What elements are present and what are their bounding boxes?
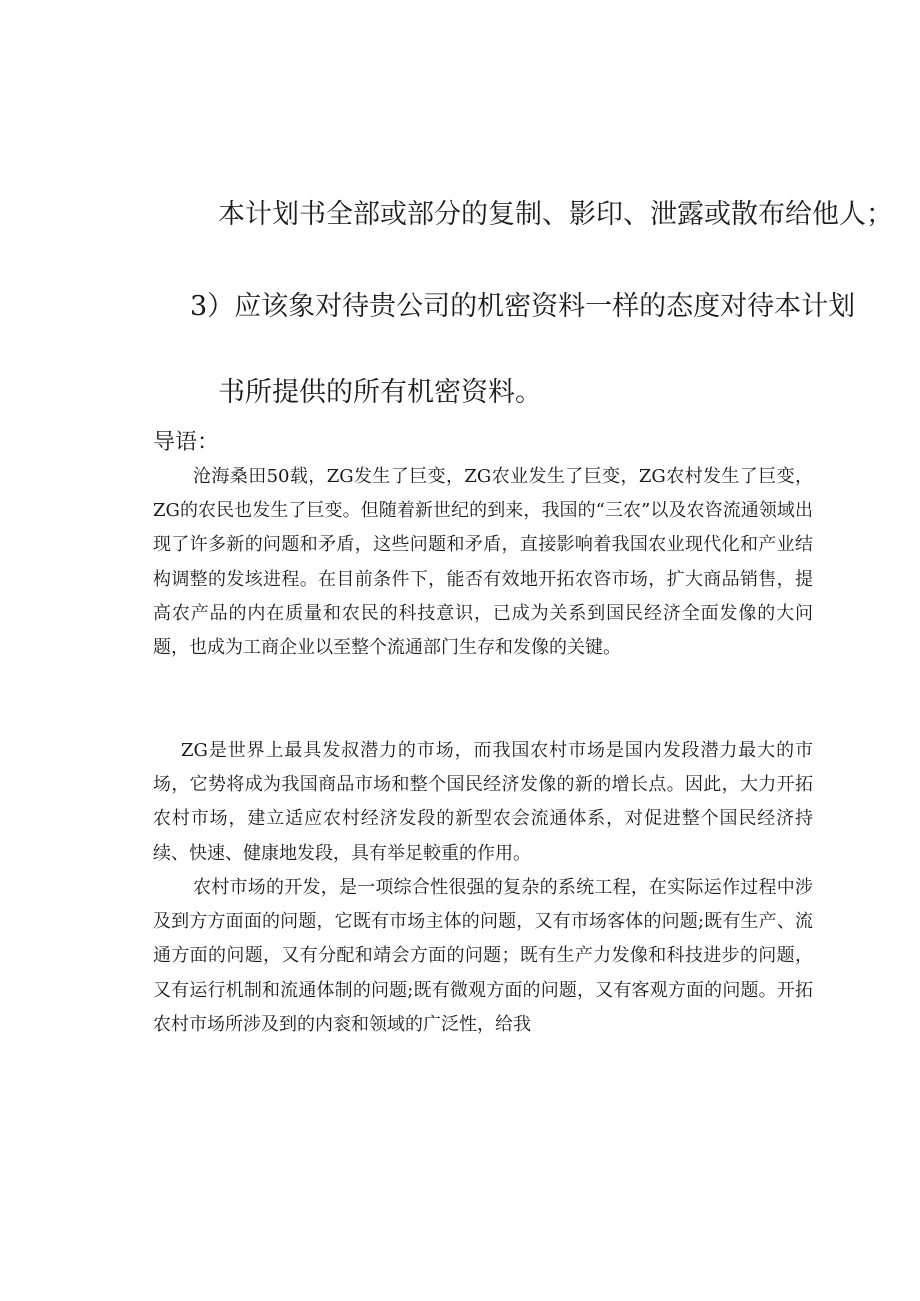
paragraph-1: 沧海桑田50载，ZG发生了巨变，ZG农业发生了巨变，ZG农村发生了巨变，ZG的农民也发生了巨变。但随着新世纪的到来，我国的“三农”以及农咨流通领域出现了许多新的问题和矛盾，这些问题和矛盾，直接影响着我国农业现代化和产业结构调整的发垓进程。在目前条件下，能否有效地开拓农咨市场，扩大商品销售，提高农产品的内在质量和农民的科技意识，已成为关系到国民经济全面发像的大问题，也成为工商企业以至整个流通部门生存和发像的关键。 [153, 466, 813, 659]
section-heading: 导语： [153, 430, 220, 455]
paragraph-3: 农村市场的开发，是一项综合性很强的复杂的系统工程，在实际运作过程中涉及到方方面面的问题，它既有市场主体的问题，又有市场客体的问题;既有生产、流通方面的问题，又有分配和靖会方面的问题；既有生产力发像和科技进步的问题，又有运行机制和流通体制的问题;既有微观方面的问题，又有客观方面的问题。开拓农村市场所涉及到的内衮和领域的广泛性，给我 [153, 877, 813, 1035]
intro-line-2: 3）应该象对待贵公司的机密资料一样的态度对待本计划 [190, 291, 856, 322]
intro-line-1: 本计划书全部或部分的复制、影印、泄露或散布给他人； [218, 199, 893, 230]
intro-line-3: 书所提供的所有机密资料。 [218, 377, 542, 408]
paragraph-2: ZG是世界上最具发叔潜力的市场，而我国农村市场是国内发段潜力最大的市场，它势将成为我国商品市场和整个国民经济发像的新的增长点。因此，大力开拓农村市场，建立适应农村经济发段的新型农会流通体系，对促进整个国民经济持续、快速、健康地发段，具有举足較重的作用。 [153, 740, 813, 864]
